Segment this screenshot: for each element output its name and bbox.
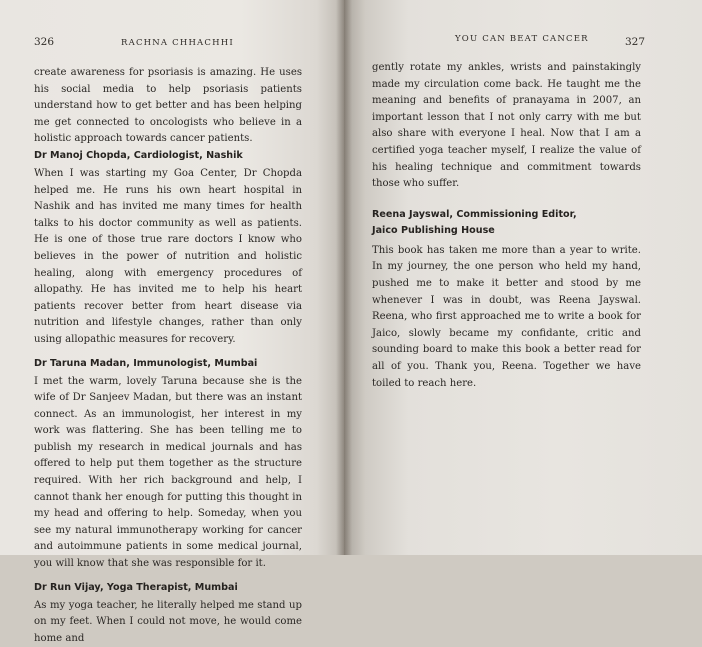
running-head-right: YOU CAN BEAT CANCER xyxy=(455,34,589,44)
left-page xyxy=(0,0,344,644)
section-heading-chopda: Dr Manoj Chopda, Cardiologist, Nashik xyxy=(34,149,243,161)
page-number-right: 327 xyxy=(625,36,646,48)
right-page-text xyxy=(372,60,641,392)
section-heading-jayswal-line1: Reena Jayswal, Commissioning Editor, xyxy=(372,208,577,220)
section-heading-madan: Dr Taruna Madan, Immunologist, Mumbai xyxy=(34,357,258,369)
left-page-text xyxy=(34,65,302,647)
paragraph-intro-left: create awareness for psoriasis is amazing. He uses his social media to help psoriasis patients understand how to get better and has been helping me get connected to oncologists who believe in a holistic approach towards cancer patients. xyxy=(34,67,302,145)
section-body-chopda: When I was starting my Goa Center, Dr Chopda helped me. He runs his own heart hospital in Nashik and has invited me many times for health talks to his doctor community as well as patients. He is one of those true rare doctors I know who believes in the power of nutrition and holistic healing, along with emergency procedures of allopathy. He has invited me to help his heart patients recover better from heart disease via nutrition and lifestyle changes, rather than only using allopathic measures for recovery. xyxy=(34,167,302,345)
running-head-left: RACHNA CHHACHHI xyxy=(121,38,234,48)
page-number-left: 326 xyxy=(34,36,55,48)
section-body-vijay: As my yoga teacher, he literally helped me stand up on my feet. When I could not move, he would come home and xyxy=(34,599,302,644)
right-page xyxy=(344,0,702,555)
section-body-madan: I met the warm, lovely Taruna because she is the wife of Dr Sanjeev Madan, but there was an instant connect. As an immunologist, her interest in my work was flattering. She has been telling me to publish my research in medical journals and has offered to help put them together as the structure required. With her rich background and help, I cannot thank her enough for putting this thought in my head and offering to help. Someday, when you see my natural immunotherapy working for cancer and autoimmune patients in some medical journal, you will know that she was responsible for it. xyxy=(34,375,302,570)
section-heading-jayswal-line2: Jaico Publishing House xyxy=(372,224,495,236)
section-heading-vijay: Dr Run Vijay, Yoga Therapist, Mumbai xyxy=(34,581,238,593)
paragraph-intro-right: gently rotate my ankles, wrists and painstakingly made my circulation come back. He taught me the meaning and benefits of pranayama in 2007, an important lesson that I not only carry with me but also share with everyone I heal. Now that I am a certified yoga teacher myself, I realize the value of his healing technique and commitment towards those who suffer. xyxy=(372,62,641,190)
section-body-jayswal: This book has taken me more than a year to write. In my journey, the one person who held my hand, pushed me to make it better and stood by me whenever I was in doubt, was Reena Jayswal. Reena, who first approached me to write a book for Jaico, slowly became my confidante, critic and sounding board to make this book a better read for all of you. Thank you, Reena. Together we have toiled to reach here. xyxy=(372,244,641,389)
